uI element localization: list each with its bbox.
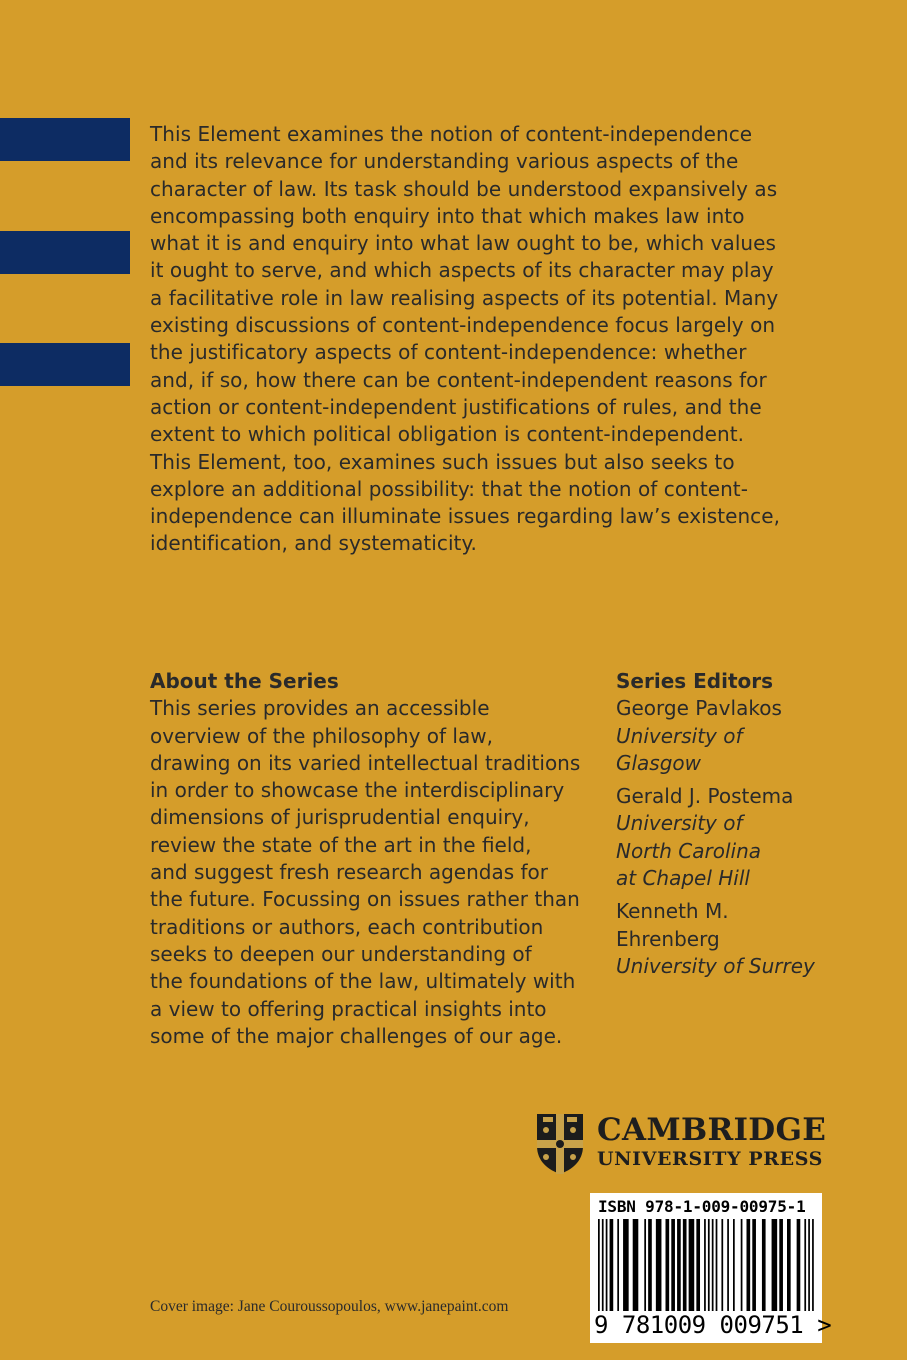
publisher-name-line1: CAMBRIDGE (597, 1112, 827, 1148)
editor-affiliation: University of Surrey (616, 953, 815, 978)
barcode-bar (648, 1219, 652, 1311)
about-series-section (150, 668, 610, 1050)
about-series-line: This series provides an accessible (150, 696, 490, 721)
barcode-bar (666, 1219, 670, 1311)
editor-name: Kenneth M. (616, 899, 729, 924)
barcode-bar (733, 1219, 735, 1311)
barcode-bar (727, 1219, 729, 1311)
about-series-line: drawing on its varied intellectual traditions (150, 750, 581, 775)
series-editor (616, 695, 886, 777)
about-series-line: some of the major challenges of our age. (150, 1023, 563, 1048)
barcode-bar (696, 1219, 700, 1311)
about-series-line: traditions or authors, each contribution (150, 914, 544, 939)
barcode-bar (633, 1219, 639, 1311)
about-series-text (150, 695, 610, 1050)
isbn-label: ISBN 978-1-009-00975-1 (598, 1197, 806, 1216)
barcode-bar (602, 1219, 604, 1311)
barcode-bar (808, 1219, 810, 1311)
barcode-bar (617, 1219, 619, 1311)
barcode-bar (623, 1219, 629, 1311)
barcode-bar (656, 1219, 662, 1311)
editor-affiliation: University of (616, 811, 743, 836)
accent-bar-top (0, 118, 130, 161)
barcode-bar (677, 1219, 681, 1311)
about-series-line: and suggest fresh research agendas for (150, 860, 549, 885)
about-series-line: the future. Focussing on issues rather than (150, 887, 580, 912)
editor-affiliation: University of (616, 723, 743, 748)
abstract-line: what it is and enquiry into what law ought to be, which values (150, 231, 776, 256)
editor-name: George Pavlakos (616, 696, 782, 721)
about-series-line: the foundations of the law, ultimately with (150, 969, 576, 994)
cambridge-shield-icon (535, 1112, 585, 1176)
barcode-bar (704, 1219, 706, 1311)
barcode-bar (708, 1219, 710, 1311)
barcode-bar (712, 1219, 714, 1311)
abstract-text (150, 121, 830, 558)
barcode-bar (671, 1219, 675, 1311)
abstract-line: and its relevance for understanding various aspects of the (150, 149, 739, 174)
about-series-line: a view to offering practical insights into (150, 996, 547, 1021)
abstract-line: the justificatory aspects of content-independence: whether (150, 340, 747, 365)
barcode-bar (644, 1219, 646, 1311)
series-editors-list (616, 695, 886, 980)
barcode-bar (772, 1219, 778, 1311)
barcode-bar (721, 1219, 723, 1311)
barcode-bar (689, 1219, 695, 1311)
barcode-bar (812, 1219, 814, 1311)
series-editor (616, 898, 886, 980)
publisher-logo (535, 1112, 835, 1176)
series-editors-section (616, 668, 886, 986)
editor-affiliation: at Chapel Hill (616, 866, 750, 891)
isbn-barcode (590, 1193, 832, 1343)
series-editor (616, 783, 886, 892)
abstract-line: explore an additional possibility: that the notion of content- (150, 476, 748, 501)
abstract-line: and, if so, how there can be content-independent reasons for (150, 367, 767, 392)
barcode-bars (598, 1219, 814, 1311)
editor-affiliation: Glasgow (616, 750, 702, 775)
editor-affiliation: North Carolina (616, 838, 762, 863)
publisher-name (597, 1112, 826, 1170)
accent-bar-bottom (0, 343, 130, 386)
abstract-line: This Element, too, examines such issues but also seeks to (150, 449, 735, 474)
barcode-bar (804, 1219, 806, 1311)
series-editors-heading: Series Editors (616, 669, 774, 693)
about-series-line: seeks to deepen our understanding of (150, 941, 532, 966)
barcode-bar (797, 1219, 801, 1311)
cover-image-credit: Cover image: Jane Couroussopoulos, www.janepaint.com (150, 1298, 509, 1315)
barcode-bar (747, 1219, 751, 1311)
barcode-bar (716, 1219, 718, 1311)
barcode-bar (610, 1219, 614, 1311)
abstract-line: character of law. Its task should be understood expansively as (150, 176, 778, 201)
about-series-line: overview of the philosophy of law, (150, 723, 493, 748)
accent-bar-middle (0, 231, 130, 274)
publisher-name-line2: UNIVERSITY PRESS (597, 1148, 823, 1170)
abstract-line: a facilitative role in law realising aspects of its potential. Many (150, 285, 779, 310)
about-series-line: review the state of the art in the field, (150, 832, 532, 857)
abstract-line: it ought to serve, and which aspects of its character may play (150, 258, 774, 283)
barcode-digits: 9 781009 009751 > (594, 1311, 832, 1339)
abstract-line: action or content-independent justifications of rules, and the (150, 394, 762, 419)
editor-name: Gerald J. Postema (616, 784, 794, 809)
about-series-line: in order to showcase the interdisciplinary (150, 778, 565, 803)
barcode-bar (606, 1219, 608, 1311)
editor-name: Ehrenberg (616, 926, 720, 951)
abstract-line: This Element examines the notion of content-independence (150, 122, 753, 146)
barcode-bar (787, 1219, 791, 1311)
barcode-bar (741, 1219, 743, 1311)
barcode-bar (598, 1219, 600, 1311)
about-series-heading: About the Series (150, 669, 339, 693)
abstract-line: identification, and systematicity. (150, 531, 477, 556)
barcode-bar (762, 1219, 766, 1311)
abstract-line: encompassing both enquiry into that which makes law into (150, 203, 745, 228)
barcode-bar (779, 1219, 783, 1311)
abstract-line: existing discussions of content-independence focus largely on (150, 313, 776, 338)
barcode-bar (752, 1219, 756, 1311)
abstract-line: independence can illuminate issues regarding law’s existence, (150, 504, 780, 529)
barcode-bar (683, 1219, 687, 1311)
about-series-line: dimensions of jurisprudential enquiry, (150, 805, 530, 830)
abstract-line: extent to which political obligation is content-independent. (150, 422, 745, 447)
